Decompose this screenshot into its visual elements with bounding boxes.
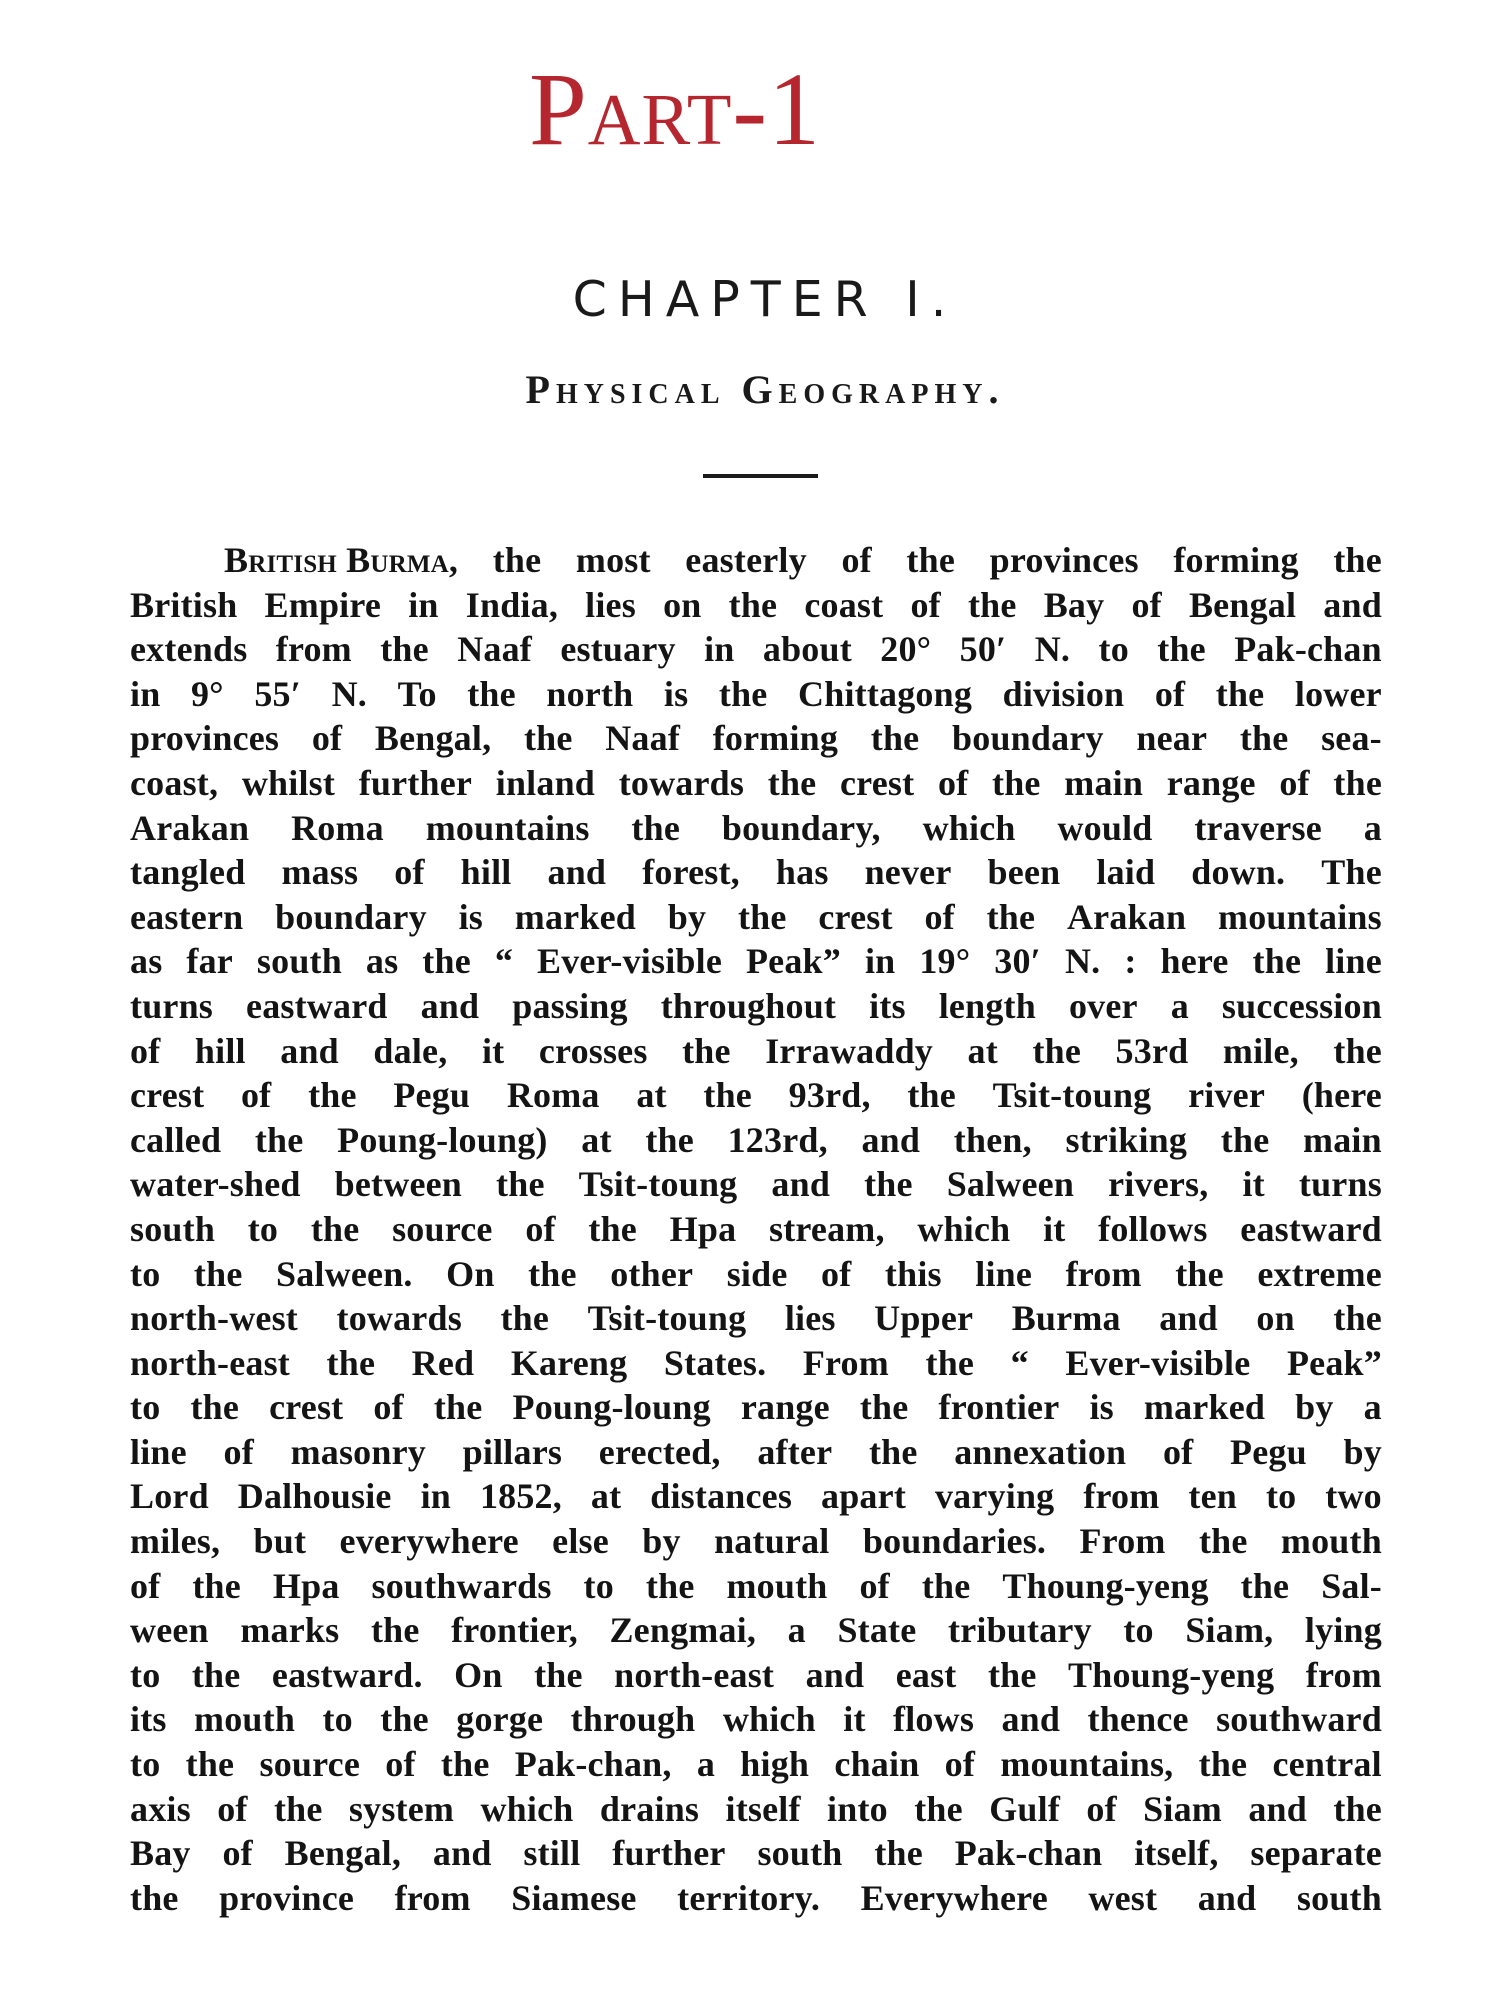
text-line: to the crest of the Poung-loung range the frontier is marked by a	[130, 1387, 1382, 1428]
text-line: miles, but everywhere else by natural boundaries. From the mouth	[130, 1521, 1382, 1562]
text-line: extends from the Naaf estuary in about 20° 50′ N. to the Pak-chan	[130, 629, 1382, 670]
text-line: called the Poung-loung) at the 123rd, and then, striking the main	[130, 1119, 1382, 1160]
text-line: of hill and dale, it crosses the Irrawaddy at the 53rd mile, the	[130, 1030, 1382, 1071]
text-line: line of masonry pillars erected, after the annexation of Pegu by	[130, 1431, 1382, 1472]
text-line: water-shed between the Tsit-toung and the Salween rivers, it turns	[130, 1164, 1382, 1205]
text-line: the province from Siamese territory. Everywhere west and south	[130, 1877, 1382, 1918]
text-line: south to the source of the Hpa stream, which it follows eastward	[130, 1208, 1382, 1249]
section-title: Physical Geography.	[525, 367, 1005, 412]
text-line: tangled mass of hill and forest, has never been laid down. The	[130, 852, 1382, 893]
text-line: of the Hpa southwards to the mouth of the Thoung-yeng the Sal-	[130, 1565, 1382, 1606]
text-line: Lord Dalhousie in 1852, at distances apart varying from ten to two	[130, 1476, 1382, 1517]
text-line: north-west towards the Tsit-toung lies Upper Burma and on the	[130, 1298, 1382, 1339]
text-line: in 9° 55′ N. To the north is the Chittagong division of the lower	[130, 673, 1382, 714]
text-line: British Empire in India, lies on the coast of the Bay of Bengal and	[130, 584, 1382, 625]
text-line: turns eastward and passing throughout its length over a succession	[130, 985, 1382, 1026]
text-line: to the source of the Pak-chan, a high chain of mountains, the central	[130, 1744, 1382, 1785]
text-line: ween marks the frontier, Zengmai, a State tributary to Siam, lying	[130, 1610, 1382, 1651]
text-line: its mouth to the gorge through which it flows and thence southward	[130, 1699, 1382, 1740]
text-line: north-east the Red Kareng States. From the “ Ever-visible Peak”	[130, 1342, 1382, 1383]
text-line: eastern boundary is marked by the crest of the Arakan mountains	[130, 896, 1382, 937]
chapter-title: CHAPTER I.	[572, 271, 958, 328]
text-line: British Burma, the most easterly of the provinces forming the	[130, 538, 1382, 583]
part-heading: Part-1	[528, 52, 822, 167]
text-line: as far south as the “ Ever-visible Peak” in 19° 30′ N. : here the line	[130, 941, 1382, 982]
text-line: Arakan Roma mountains the boundary, which would traverse a	[130, 807, 1382, 848]
text-line: crest of the Pegu Roma at the 93rd, the Tsit-toung river (here	[130, 1075, 1382, 1116]
body-paragraph	[130, 538, 1382, 1920]
text-line: Bay of Bengal, and still further south the Pak-chan itself, separate	[130, 1833, 1382, 1874]
text-line: to the Salween. On the other side of this line from the extreme	[130, 1253, 1382, 1294]
text-line: axis of the system which drains itself into the Gulf of Siam and the	[130, 1788, 1382, 1829]
lead-words: British Burma,	[224, 540, 459, 580]
text-line: coast, whilst further inland towards the crest of the main range of the	[130, 762, 1382, 803]
title-divider	[703, 474, 818, 478]
text-line: to the eastward. On the north-east and east the Thoung-yeng from	[130, 1654, 1382, 1695]
text-line: provinces of Bengal, the Naaf forming the boundary near the sea-	[130, 718, 1382, 759]
